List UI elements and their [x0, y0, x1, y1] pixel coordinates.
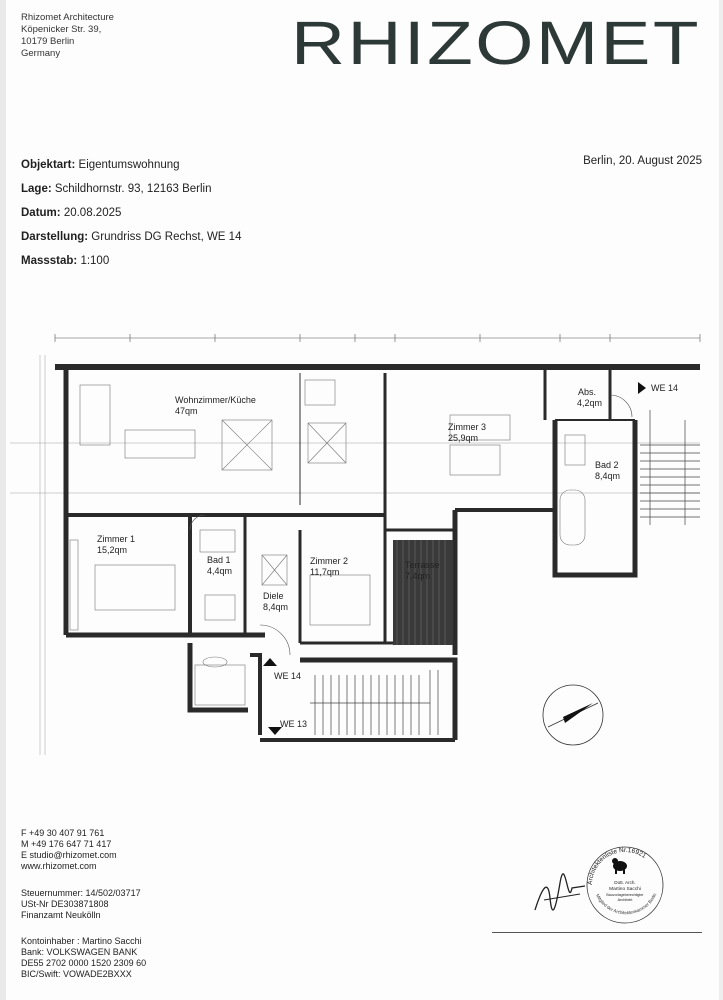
- info-row-objektart: [21, 153, 241, 177]
- info-value: 1:100: [77, 255, 110, 267]
- logo-wordmark: RHIZOMET: [291, 9, 701, 70]
- bank-iban: DE55 2702 0000 1520 2309 60: [21, 958, 147, 968]
- info-label: Lage:: [21, 183, 52, 195]
- address-line: Rhizomet Architecture: [21, 12, 114, 23]
- stamp-ring-textpath: Architektenliste Nr.16921: [586, 846, 648, 886]
- contact-email: E studio@rhizomet.com: [21, 850, 117, 860]
- stamp-line: Dott. Arch.: [614, 880, 636, 885]
- signature-line: [492, 932, 702, 933]
- room-name-terrasse: Terrasse: [405, 560, 440, 570]
- room-area-diele: 8,4qm: [263, 602, 289, 612]
- bank-bic: BIC/Swift: VOWADE2BXXX: [21, 969, 132, 979]
- bank-holder: Kontoinhaber : Martino Sacchi: [21, 936, 142, 946]
- address-line: Germany: [21, 48, 61, 59]
- room-name-zimmer2: Zimmer 2: [310, 556, 348, 566]
- place-date: Berlin, 20. August 2025: [583, 155, 702, 167]
- tax-steuernummer: Steuernummer: 14/502/03717: [21, 888, 141, 898]
- stamp-line: Architekt: [617, 898, 633, 902]
- room-area-terrasse: 7,4qm: [405, 571, 431, 581]
- stairs-bottom: [310, 670, 438, 735]
- handwritten-signature: [530, 868, 590, 918]
- contact-fax: F +49 30 407 91 761: [21, 828, 105, 838]
- info-row-massstab: [21, 249, 241, 273]
- address-line: 10179 Berlin: [21, 36, 75, 47]
- info-row-datum: [21, 201, 241, 225]
- info-row-darstellung: [21, 225, 241, 249]
- room-area-bad1: 4,4qm: [207, 566, 233, 576]
- info-value: Eigentumswohnung: [75, 159, 180, 171]
- room-name-bad1: Bad 1: [207, 555, 231, 565]
- unit-label-we13-stair: WE 13: [280, 719, 308, 729]
- address-line: Köpenicker Str. 39,: [21, 24, 102, 35]
- contact-block: [21, 828, 117, 872]
- architect-stamp: [584, 833, 666, 929]
- info-label: Massstab:: [21, 255, 78, 267]
- bank-block: [21, 936, 146, 980]
- room-name-zimmer1: Zimmer 1: [97, 534, 135, 544]
- terrace-floor: [393, 540, 453, 645]
- room-name-zimmer3: Zimmer 3: [448, 422, 486, 432]
- info-label: Objektart:: [21, 159, 76, 171]
- bank-name: Bank: VOLKSWAGEN BANK: [21, 947, 138, 957]
- company-address: [21, 12, 114, 60]
- contact-web: www.rhizomet.com: [21, 861, 97, 871]
- room-area-abs: 4,2qm: [577, 398, 603, 408]
- info-label: Darstellung:: [21, 231, 89, 243]
- room-name-wohnzimmer: Wohnzimmer/Küche: [175, 395, 256, 405]
- unit-label-we14-stair: WE 14: [274, 671, 302, 681]
- bear-emblem-icon: [612, 858, 627, 874]
- tax-block: [21, 888, 141, 921]
- contact-mobile: M +49 176 647 71 417: [21, 839, 112, 849]
- furniture: [70, 380, 585, 705]
- room-area-wohnzimmer: 47qm: [175, 406, 198, 416]
- room-area-bad2: 8,4qm: [595, 471, 621, 481]
- walls: [55, 367, 700, 740]
- room-area-zimmer1: 15,2qm: [97, 545, 128, 555]
- info-value: 20.08.2025: [60, 207, 122, 219]
- dimension-chain: [55, 334, 700, 342]
- north-arrow: [543, 685, 603, 745]
- unit-label-we14-top: WE 14: [651, 383, 679, 393]
- project-info: [21, 153, 241, 273]
- room-area-zimmer2: 11,7qm: [310, 567, 340, 577]
- floor-plan: [0, 325, 723, 775]
- room-name-bad2: Bad 2: [595, 460, 619, 470]
- info-label: Datum:: [21, 207, 61, 219]
- info-row-lage: [21, 177, 241, 201]
- stamp-lower-textpath: Mitglied der Architektenkammer Berlin: [595, 892, 658, 916]
- company-logo: [291, 6, 703, 70]
- stairs-right: [640, 410, 700, 525]
- room-name-abs: Abs.: [578, 387, 597, 397]
- tax-ust: USt-Nr DE303871808: [21, 899, 109, 909]
- info-value: Schildhornstr. 93, 12163 Berlin: [51, 183, 212, 195]
- stamp-line: Bauvorlageberechtigter: [606, 893, 644, 897]
- tax-finanzamt: Finanzamt Neukölln: [21, 910, 101, 920]
- stamp-line: Martino Sacchi: [609, 887, 641, 892]
- room-area-zimmer3: 25,9qm: [448, 433, 479, 443]
- room-name-diele: Diele: [263, 591, 284, 601]
- info-value: Grundriss DG Rechst, WE 14: [88, 231, 242, 243]
